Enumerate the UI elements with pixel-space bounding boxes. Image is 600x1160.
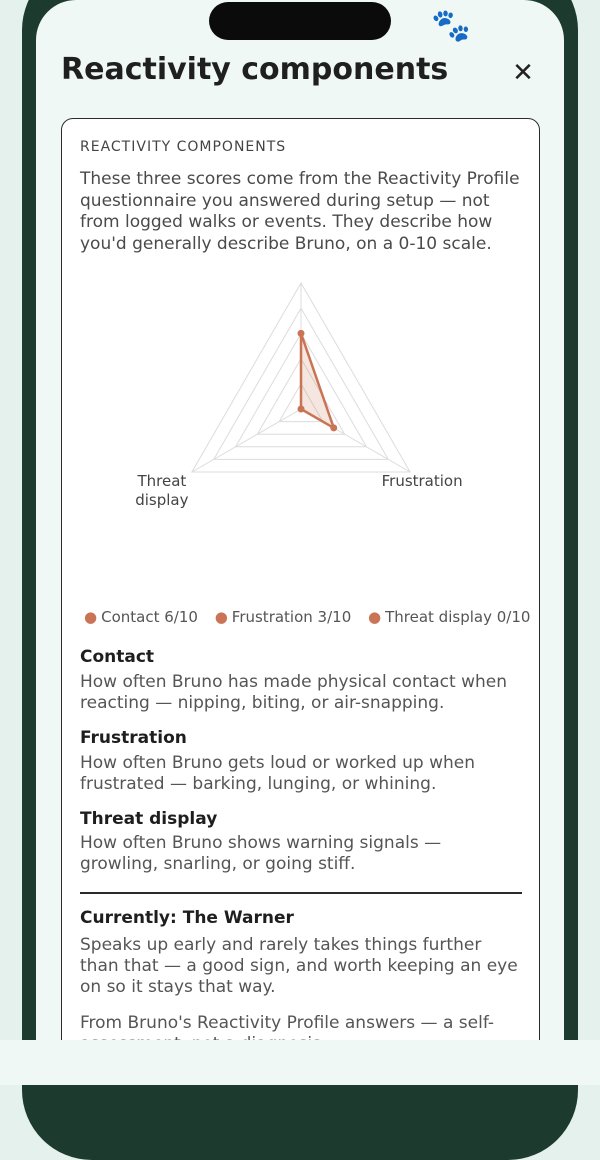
radar-point <box>330 424 337 431</box>
legend-item-frustration: ● Frustration 3/10 <box>214 608 352 626</box>
radar-axis-line <box>192 409 301 472</box>
radar-point <box>298 406 305 413</box>
components-card <box>61 118 540 1070</box>
component-desc-threat: How often Bruno shows warning signals — growling, snarling, or going stiff. <box>80 833 442 874</box>
component-title-threat: Threat display <box>80 809 218 829</box>
radar-point <box>298 330 305 337</box>
radar-chart <box>80 271 522 551</box>
component-title-contact: Contact <box>80 647 155 667</box>
legend-dot-icon: ● <box>84 608 98 626</box>
legend-dot-icon: ● <box>214 608 228 626</box>
axis-label-threat-line1: Threat <box>137 472 187 490</box>
divider <box>80 892 522 894</box>
component-title-frustration: Frustration <box>80 728 187 748</box>
close-icon[interactable]: ✕ <box>512 58 534 88</box>
legend-item-contact: ● Contact 6/10 <box>84 608 198 626</box>
component-desc-frustration: How often Bruno gets loud or worked up when frustrated — barking, lunging, or whining. <box>80 753 476 794</box>
current-profile-title: Currently: The Warner <box>80 908 294 928</box>
axis-label-frustration: Frustration <box>381 472 463 490</box>
intro-text: These three scores come from the Reactivity Profile questionnaire you answered during setup — not from logged walks or events. They describe how you'd generally describe Bruno, on a 0-10 scale. <box>80 169 520 254</box>
legend-item-threat: ● Threat display 0/10 <box>368 608 531 626</box>
camera-notch <box>209 2 391 40</box>
component-desc-contact: How often Bruno has made physical contact when reacting — nipping, biting, or air-snapping. <box>80 672 508 713</box>
axis-label-threat-line2: display <box>135 491 189 509</box>
sheet-title: Reactivity components <box>61 52 449 87</box>
section-label: REACTIVITY COMPONENTS <box>80 139 287 155</box>
radar-legend <box>84 608 531 626</box>
legend-dot-icon: ● <box>368 608 382 626</box>
profile-footnote: From Bruno's Reactivity Profile answers — a self- <box>80 1013 495 1033</box>
bottom-fade <box>0 1040 600 1085</box>
current-profile-desc: Speaks up early and rarely takes things further than that — a good sign, and worth keeping an eye on so it stays that way. <box>80 935 518 997</box>
paw-icon: 🐾 <box>431 6 471 44</box>
